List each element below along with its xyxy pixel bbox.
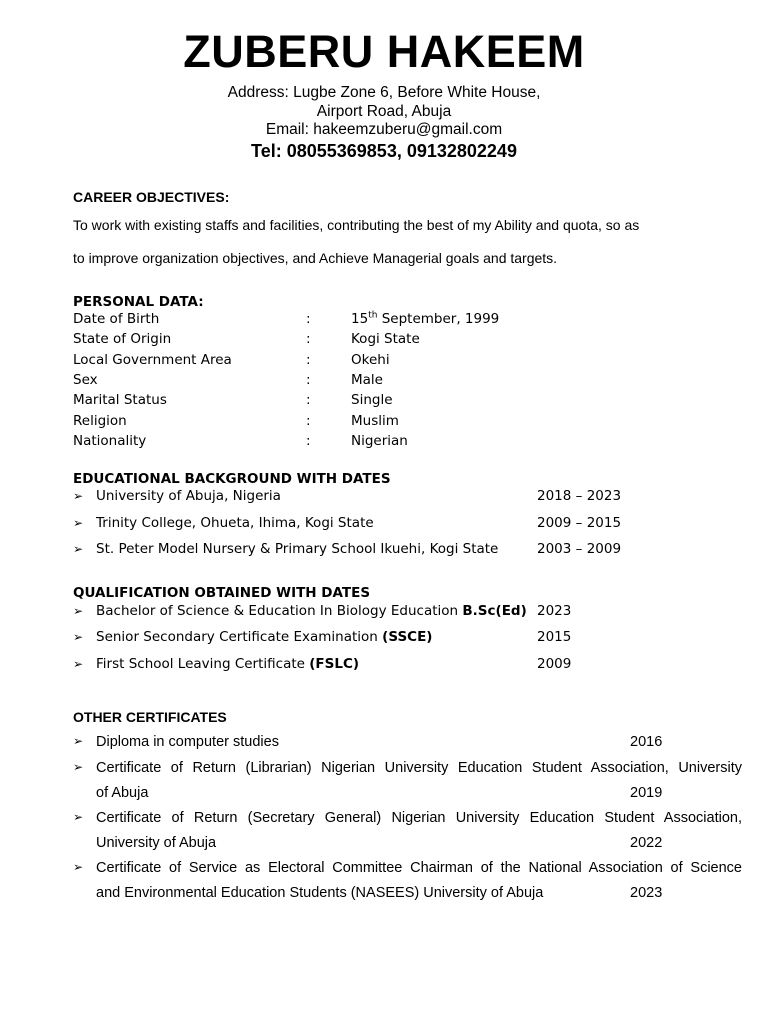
career-objectives-heading: CAREER OBJECTIVES: [73, 189, 230, 205]
personal-data-value: Single [351, 392, 393, 408]
qualification-item [73, 603, 753, 625]
personal-data-row [73, 372, 693, 392]
arrow-bullet-icon: ➢ [73, 542, 84, 556]
personal-data-label: Local Government Area [73, 352, 232, 368]
certificate-text-continued: of Abuja [96, 785, 149, 801]
certificate-year: 2019 [630, 785, 663, 801]
qualification-year: 2023 [537, 603, 572, 619]
personal-data-row [73, 392, 693, 412]
education-item [73, 515, 753, 537]
personal-data-heading: PERSONAL DATA: [73, 294, 204, 310]
arrow-bullet-icon: ➢ [73, 657, 84, 671]
personal-data-value: Kogi State [351, 331, 420, 347]
education-dates: 2018 – 2023 [537, 488, 622, 504]
arrow-bullet-icon: ➢ [73, 489, 84, 503]
certificate-text: Certificate of Return (Secretary General) Nigerian University Education Student Association, [96, 810, 742, 826]
arrow-bullet-icon: ➢ [73, 516, 84, 530]
other-certificates-heading: OTHER CERTIFICATES [73, 709, 227, 725]
personal-data-label: Marital Status [73, 392, 167, 408]
certificate-text-continued: University of Abuja [96, 835, 217, 851]
personal-data-label: Religion [73, 413, 127, 429]
education-item [73, 488, 753, 510]
qualifications-heading: QUALIFICATION OBTAINED WITH DATES [73, 585, 371, 601]
personal-data-colon: : [306, 392, 311, 408]
arrow-bullet-icon: ➢ [73, 604, 84, 618]
qualification-year: 2009 [537, 656, 572, 672]
education-dates: 2003 – 2009 [537, 541, 622, 557]
personal-data-colon: : [306, 413, 311, 429]
personal-data-value: Male [351, 372, 383, 388]
certificate-year: 2022 [630, 835, 663, 851]
career-objectives-line-1: To work with existing staffs and facilities, contributing the best of my Ability and quota, so as [73, 217, 640, 233]
education-heading: EDUCATIONAL BACKGROUND WITH DATES [73, 471, 391, 487]
education-school: Trinity College, Ohueta, Ihima, Kogi State [96, 515, 374, 531]
personal-data-label: Sex [73, 372, 98, 388]
arrow-bullet-icon: ➢ [73, 734, 84, 748]
address-line-2: Airport Road, Abuja [316, 103, 452, 120]
education-dates: 2009 – 2015 [537, 515, 622, 531]
personal-data-row [73, 331, 693, 351]
personal-data-colon: : [306, 372, 311, 388]
certificate-text: Diploma in computer studies [96, 734, 279, 750]
qualification-item [73, 629, 753, 651]
personal-data-label: State of Origin [73, 331, 172, 347]
address-line-1: Address: Lugbe Zone 6, Before White House, [227, 84, 541, 101]
personal-data-label: Nationality [73, 433, 147, 449]
personal-data-value: Nigerian [351, 433, 408, 449]
personal-data-row [73, 413, 693, 433]
certificate-text: Certificate of Service as Electoral Committee Chairman of the National Association of Science [96, 860, 742, 876]
email-line: Email: hakeemzuberu@gmail.com [265, 121, 503, 138]
certificate-text: Certificate of Return (Librarian) Nigerian University Education Student Association, University [96, 760, 742, 776]
telephone-line: Tel: 08055369853, 09132802249 [251, 141, 517, 161]
certificate-item [73, 860, 743, 906]
personal-data-colon: : [306, 352, 311, 368]
qualification-text: Bachelor of Science & Education In Biology Education B.Sc(Ed) [96, 603, 527, 619]
qualification-year: 2015 [537, 629, 572, 645]
arrow-bullet-icon: ➢ [73, 760, 84, 774]
personal-data-row [73, 433, 693, 453]
certificate-text-continued: and Environmental Education Students (NASEES) University of Abuja [96, 885, 544, 901]
education-school: St. Peter Model Nursery & Primary School Ikuehi, Kogi State [96, 541, 499, 557]
certificate-item [73, 760, 743, 806]
education-item [73, 541, 753, 563]
certificate-year: 2016 [630, 734, 663, 750]
arrow-bullet-icon: ➢ [73, 630, 84, 644]
personal-data-row [73, 352, 693, 372]
education-school: University of Abuja, Nigeria [96, 488, 281, 504]
personal-data-value: Okehi [351, 352, 390, 368]
personal-data-row [73, 311, 693, 331]
arrow-bullet-icon: ➢ [73, 860, 84, 874]
arrow-bullet-icon: ➢ [73, 810, 84, 824]
qualification-text: Senior Secondary Certificate Examination (SSCE) [96, 629, 433, 645]
certificate-item [73, 734, 743, 756]
qualification-item [73, 656, 753, 678]
personal-data-value: Muslim [351, 413, 399, 429]
personal-data-colon: : [306, 311, 311, 327]
personal-data-colon: : [306, 433, 311, 449]
personal-data-value: 15th September, 1999 [351, 310, 500, 327]
personal-data-colon: : [306, 331, 311, 347]
certificate-item [73, 810, 743, 856]
qualification-text: First School Leaving Certificate (FSLC) [96, 656, 360, 672]
candidate-name: ZUBERU HAKEEM [183, 26, 585, 77]
career-objectives-line-2: to improve organization objectives, and Achieve Managerial goals and targets. [73, 250, 558, 266]
personal-data-label: Date of Birth [73, 311, 160, 327]
certificate-year: 2023 [630, 885, 663, 901]
